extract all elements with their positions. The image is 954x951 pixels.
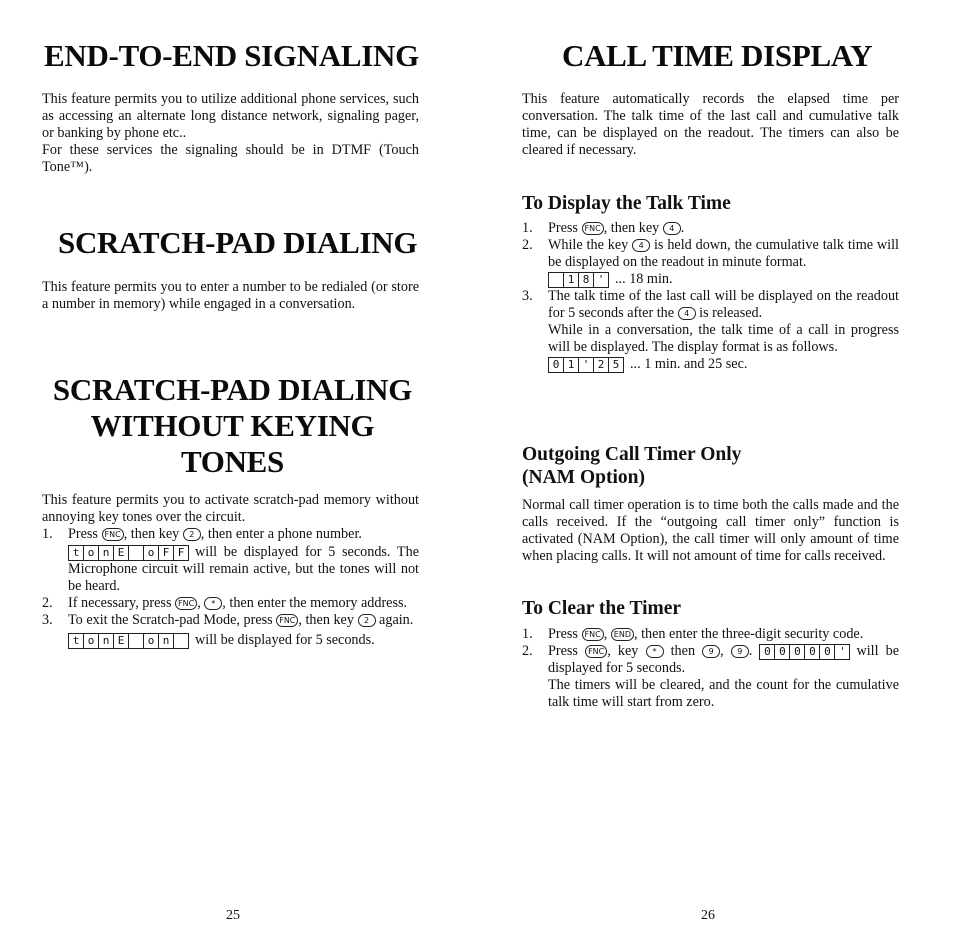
step-text: will be displayed for 5 seconds. The Microphone circuit will remain active, but the tones will not be heard. <box>68 544 419 594</box>
heading-scratch-pad-dialing: SCRATCH-PAD DIALING <box>58 225 418 260</box>
step-number: 3. <box>522 288 533 304</box>
step-text: The timers will be cleared, and the count for the cumulative talk time will start from zero. <box>548 677 899 710</box>
heading-line-2: (NAM Option) <box>522 467 645 488</box>
two-key-icon: 2 <box>183 528 201 541</box>
list-item <box>42 526 419 595</box>
step-text: then <box>670 643 696 659</box>
lcd-segment: 8 <box>579 273 594 287</box>
lcd-segment: F <box>177 545 185 559</box>
step-text: ... 18 min. <box>615 271 673 287</box>
lcd-segment: ' <box>597 272 605 286</box>
display-talk-time-steps <box>522 220 899 373</box>
heading-outgoing-call-timer <box>522 443 741 489</box>
step-text: If necessary, press <box>68 595 172 611</box>
step-number: 2. <box>522 643 533 659</box>
four-key-icon: 4 <box>678 307 696 320</box>
heading-call-time-display: CALL TIME DISPLAY <box>562 38 873 73</box>
lcd-segment: ' <box>839 644 846 658</box>
clear-timer-steps <box>522 626 899 711</box>
lcd-segment: 0 <box>805 645 820 659</box>
list-item <box>522 237 899 288</box>
left-page <box>0 0 470 951</box>
lcd-segment: 2 <box>594 358 609 372</box>
lcd-segment: E <box>114 546 129 560</box>
lcd-segment: 0 <box>820 645 835 659</box>
step-text: will be displayed for 5 seconds. <box>195 632 375 648</box>
lcd-segment: t <box>69 546 84 560</box>
fnc-key-icon: FNC <box>175 597 197 610</box>
lcd-segment: ' <box>579 358 594 372</box>
heading-scratch-pad-without-tones <box>20 372 445 480</box>
step-text: Press <box>548 220 578 236</box>
step-text: , then key <box>603 220 660 236</box>
star-key-icon: * <box>204 597 222 610</box>
heading-line-2: WITHOUT KEYING <box>90 408 375 443</box>
step-text: While the key <box>548 237 629 253</box>
heading-end-to-end-signaling: END-TO-END SIGNALING <box>44 38 419 73</box>
four-key-icon: 4 <box>663 222 681 235</box>
without-tones-intro-text: This feature permits you to activate scratch-pad memory without annoying key tones over the circuit. <box>42 492 419 525</box>
list-item: 2. If necessary, press FNC , * , then enter the memory address. <box>42 595 408 611</box>
step-text: Press <box>68 526 98 542</box>
nine-key-icon: 9 <box>702 645 720 658</box>
step-text: again. <box>379 612 414 628</box>
page-number-right: 26 <box>701 908 715 923</box>
list-item: 1. Press FNC , END , then enter the three-digit security code. <box>522 626 864 642</box>
heading-line-3: TONES <box>180 444 285 479</box>
lcd-segment: F <box>159 546 174 560</box>
list-item: 2. Press FNC , key * then 9 , 9 . 0 0 0 0 0 ' will be displayed for 5 seconds. The timers will be cleared, and the count for the cumulative talk time will start from zero. <box>522 643 900 710</box>
without-tones-intro <box>42 492 419 526</box>
heading-line-1: Outgoing Call Timer Only <box>522 444 742 465</box>
two-key-icon: 2 <box>358 614 376 627</box>
fnc-key-icon: FNC <box>582 222 604 235</box>
step-text: , then enter the memory address. <box>222 595 408 611</box>
scratch-pad-text <box>42 279 419 313</box>
lcd-segment: n <box>99 546 114 560</box>
lcd-display-1-min-25-sec <box>548 357 624 373</box>
step-text: , then key <box>123 526 180 542</box>
end-to-end-paragraph-2: For these services the signaling should be in DTMF (Touch Tone™). <box>42 142 419 175</box>
star-key-icon: * <box>646 645 664 658</box>
lcd-display-18-min <box>548 272 609 288</box>
scratch-pad-paragraph: This feature permits you to enter a number to be redialed (or store a number in memory) while engaged in a conversation. <box>42 279 419 312</box>
call-time-paragraph: This feature automatically records the elapsed time per conversation. The talk time of the last call and cumulative talk time, can be displayed on the readout. The timers can also be cleared if necessary. <box>522 91 899 158</box>
fnc-key-icon: FNC <box>102 528 124 541</box>
lcd-segment: n <box>99 634 114 648</box>
right-page <box>477 0 954 951</box>
list-item: 1. Press FNC , then key 4 . <box>522 220 685 236</box>
nine-key-icon: 9 <box>731 645 749 658</box>
list-item <box>42 612 419 649</box>
lcd-segment: o <box>84 634 99 648</box>
step-number: 2. <box>522 237 533 253</box>
heading-clear-timer: To Clear the Timer <box>522 598 682 619</box>
step-text: is released. <box>699 305 763 321</box>
step-number: 2. <box>42 595 53 611</box>
fnc-key-icon: FNC <box>276 614 298 627</box>
lcd-segment: o <box>144 546 159 560</box>
four-key-icon: 4 <box>632 239 650 252</box>
lcd-segment: 0 <box>790 645 805 659</box>
step-text: , then enter a phone number. <box>200 526 362 542</box>
lcd-segment: 1 <box>564 273 579 287</box>
lcd-segment <box>129 546 144 560</box>
step-text: , then enter the three-digit security code. <box>633 626 864 642</box>
step-text: ... 1 min. and 25 sec. <box>630 356 748 372</box>
heading-line-1: SCRATCH-PAD DIALING <box>52 372 413 407</box>
step-text: is held down, the cumulative talk time will be displayed on the readout in minute format. <box>548 237 899 270</box>
lcd-segment <box>174 634 188 648</box>
page-number-left: 25 <box>226 908 240 923</box>
outgoing-timer-paragraph: Normal call timer operation is to time both the calls made and the calls received. If the “outgoing call timer only” function is activated (NAM Option), the call timer will only amount of time when placing calls. It will not amount of time for calls received. <box>522 497 899 564</box>
step-text: Press <box>548 643 578 659</box>
lcd-segment <box>129 634 144 648</box>
step-number: 1. <box>522 220 533 236</box>
lcd-display-tone-off <box>68 545 189 561</box>
lcd-segment: 1 <box>564 358 579 372</box>
step-number: 3. <box>42 612 53 628</box>
lcd-segment: E <box>114 634 129 648</box>
without-tones-steps <box>42 526 419 649</box>
lcd-segment <box>549 273 564 287</box>
lcd-segment: 5 <box>612 357 620 371</box>
step-text: While in a conversation, the talk time of a call in progress will be displayed. The display format is as follows. <box>548 322 899 355</box>
lcd-segment: o <box>84 546 99 560</box>
lcd-display-tone-on <box>68 633 189 649</box>
step-text: The talk time of the last call will be displayed on the readout for 5 seconds after the <box>548 288 899 321</box>
call-time-text <box>522 91 899 159</box>
step-text: To exit the Scratch-pad Mode, press <box>68 612 273 628</box>
lcd-segment: 0 <box>775 645 790 659</box>
end-to-end-paragraph-1: This feature permits you to utilize additional phone services, such as accessing an alternate long distance network, signaling pager, or banking by phone etc.. <box>42 91 419 141</box>
outgoing-timer-text <box>522 497 899 565</box>
step-text: , then key <box>298 612 354 628</box>
step-text: will be displayed for 5 seconds. <box>548 643 900 676</box>
heading-display-talk-time: To Display the Talk Time <box>522 193 731 214</box>
step-number: 1. <box>42 526 53 542</box>
end-to-end-text <box>42 91 419 176</box>
step-text: Press <box>548 626 578 642</box>
step-number: 1. <box>522 626 533 642</box>
end-key-icon: END <box>611 628 634 641</box>
lcd-segment: n <box>159 634 174 648</box>
fnc-key-icon: FNC <box>585 645 607 658</box>
lcd-display-cleared <box>759 644 850 660</box>
fnc-key-icon: FNC <box>582 628 604 641</box>
lcd-segment: t <box>69 634 84 648</box>
lcd-segment: 0 <box>549 358 564 372</box>
lcd-segment: o <box>144 634 159 648</box>
list-item <box>522 288 899 373</box>
lcd-segment: 0 <box>760 645 775 659</box>
step-text: , key <box>607 643 639 659</box>
